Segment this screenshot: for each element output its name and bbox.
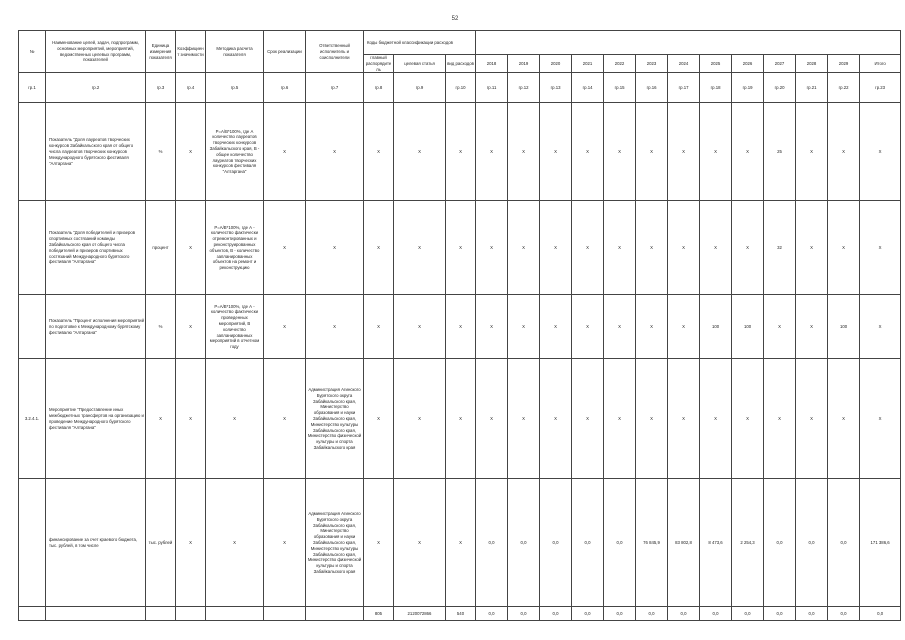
col-article-header: целевая статья bbox=[394, 55, 446, 73]
row-name: Показатель "Процент исполнения мероприятий по подготовке к Международному бурятскому фестивалю "Алтаргана" bbox=[46, 295, 146, 359]
row-year-value: Х bbox=[668, 103, 700, 201]
row-number bbox=[19, 103, 46, 201]
row-unit bbox=[146, 607, 176, 621]
column-number-cell: гр.2 bbox=[46, 73, 146, 103]
row-year-value: 0,0 bbox=[828, 607, 860, 621]
row-year-value: Х bbox=[540, 201, 572, 295]
table-row bbox=[19, 479, 901, 607]
row-coef bbox=[176, 607, 206, 621]
col-name-header: Наименование целей, задач, подпрограмм, основных мероприятий, мероприятий, ведомственных целевых программ, показателей bbox=[46, 31, 146, 73]
column-number-cell: гр.1 bbox=[19, 73, 46, 103]
row-unit: тыс. рублей bbox=[146, 479, 176, 607]
row-manager: Х bbox=[364, 295, 394, 359]
row-year-value: Х bbox=[668, 359, 700, 479]
row-year-value: Х bbox=[476, 103, 508, 201]
row-year-value: Х bbox=[636, 295, 668, 359]
row-year-value: Х bbox=[604, 103, 636, 201]
column-number-cell: гр.10 bbox=[446, 73, 476, 103]
col-number-header: № bbox=[19, 31, 46, 73]
row-coef: Х bbox=[176, 201, 206, 295]
header-row-1 bbox=[19, 31, 901, 55]
row-year-value: 0,0 bbox=[668, 607, 700, 621]
row-year-value: 0,0 bbox=[508, 607, 540, 621]
year-header: 2026 bbox=[732, 55, 764, 73]
row-manager: 805 bbox=[364, 607, 394, 621]
row-year-value: 0,0 bbox=[508, 479, 540, 607]
year-header: 2028 bbox=[796, 55, 828, 73]
column-number-cell: гр.5 bbox=[206, 73, 264, 103]
row-year-value: 76 845,9 bbox=[636, 479, 668, 607]
row-total: 0,0 bbox=[860, 607, 901, 621]
row-expense-type: Х bbox=[446, 479, 476, 607]
row-year-value: 0,0 bbox=[604, 479, 636, 607]
col-unit-header: Единица измерения показателя bbox=[146, 31, 176, 73]
row-name: Показатель "Доля победителей и призеров спортивных состязаний команды Забайкальского края от общего числа победителей и призеров спортивных состязаний Международного бурятского фестиваля "Алтаргана" bbox=[46, 201, 146, 295]
row-year-value: Х bbox=[476, 201, 508, 295]
row-total: Х bbox=[860, 295, 901, 359]
col-term-header: Срок реализации bbox=[264, 31, 306, 73]
row-term: Х bbox=[264, 201, 306, 295]
row-year-value: Х bbox=[572, 103, 604, 201]
column-number-cell: гр.18 bbox=[700, 73, 732, 103]
column-number-cell: гр.12 bbox=[508, 73, 540, 103]
row-year-value: Х bbox=[828, 201, 860, 295]
row-year-value: 0,0 bbox=[636, 607, 668, 621]
row-unit: Х bbox=[146, 359, 176, 479]
row-term: Х bbox=[264, 359, 306, 479]
column-number-cell: гр.17 bbox=[668, 73, 700, 103]
row-year-value: 0,0 bbox=[476, 479, 508, 607]
row-year-value: 8 473,6 bbox=[700, 479, 732, 607]
row-year-value: Х bbox=[572, 295, 604, 359]
row-name: Показатель "Доля лауреатов творческих конкурсов Забайкальского края от общего числа лауреатов творческих конкурсов Международного бурятского фестиваля "Алтаргана" bbox=[46, 103, 146, 201]
column-number-cell: гр.4 bbox=[176, 73, 206, 103]
row-number bbox=[19, 295, 46, 359]
row-year-value: Х bbox=[540, 103, 572, 201]
row-year-value: Х bbox=[796, 103, 828, 201]
year-header: 2027 bbox=[764, 55, 796, 73]
row-year-value: 0,0 bbox=[796, 607, 828, 621]
row-term: Х bbox=[264, 103, 306, 201]
row-year-value: 100 bbox=[828, 295, 860, 359]
column-number-cell: гр.22 bbox=[828, 73, 860, 103]
column-number-cell: гр.9 bbox=[394, 73, 446, 103]
row-year-value: Х bbox=[700, 103, 732, 201]
row-term: Х bbox=[264, 295, 306, 359]
row-coef: Х bbox=[176, 359, 206, 479]
row-responsible: Администрация Агинского Бурятского округа Забайкальского края, Министерство образования и науки Забайкальского края, Министерство культуры Забайкальского края, Министерство физической культуры и спорта Забайкальского края bbox=[306, 359, 364, 479]
row-number bbox=[19, 607, 46, 621]
row-total: Х bbox=[860, 103, 901, 201]
column-number-cell: гр.8 bbox=[364, 73, 394, 103]
row-responsible: Администрация Агинского Бурятского округа Забайкальского края, Министерство образования и науки Забайкальского края, Министерство культуры Забайкальского края, Министерство физической культуры и спорта Забайкальского края bbox=[306, 479, 364, 607]
row-coef: Х bbox=[176, 295, 206, 359]
row-year-value: Х bbox=[604, 359, 636, 479]
row-article: Х bbox=[394, 103, 446, 201]
row-total: Х bbox=[860, 359, 901, 479]
row-year-value: Х bbox=[604, 201, 636, 295]
row-year-value: Х bbox=[732, 103, 764, 201]
column-number-cell: гр.16 bbox=[636, 73, 668, 103]
row-year-value: Х bbox=[828, 103, 860, 201]
row-unit: % bbox=[146, 295, 176, 359]
row-article: Х bbox=[394, 295, 446, 359]
row-year-value: 0,0 bbox=[796, 479, 828, 607]
row-year-value: 83 802,8 bbox=[668, 479, 700, 607]
row-year-value: 25 bbox=[764, 103, 796, 201]
row-year-value: Х bbox=[508, 295, 540, 359]
row-article: Х bbox=[394, 201, 446, 295]
row-year-value: 0,0 bbox=[764, 607, 796, 621]
row-year-value: 0,0 bbox=[732, 607, 764, 621]
row-year-value: Х bbox=[668, 201, 700, 295]
row-term bbox=[264, 607, 306, 621]
column-number-row bbox=[19, 73, 901, 103]
row-year-value: Х bbox=[572, 201, 604, 295]
row-expense-type: Х bbox=[446, 201, 476, 295]
budget-table bbox=[18, 30, 901, 621]
row-year-value: 32 bbox=[764, 201, 796, 295]
row-name: финансирование за счет краевого бюджета, тыс. рублей, в том числе bbox=[46, 479, 146, 607]
col-manager-header: главный распорядитель bbox=[364, 55, 394, 73]
row-coef: Х bbox=[176, 103, 206, 201]
column-number-cell: гр.11 bbox=[476, 73, 508, 103]
row-year-value: 2 254,3 bbox=[732, 479, 764, 607]
row-year-value: Х bbox=[796, 295, 828, 359]
col-expense-type-header: вид расходов bbox=[446, 55, 476, 73]
page-number: 52 bbox=[451, 16, 459, 22]
row-year-value: Х bbox=[732, 359, 764, 479]
row-expense-type: 540 bbox=[446, 607, 476, 621]
row-responsible bbox=[306, 607, 364, 621]
table-row bbox=[19, 103, 901, 201]
year-header: 2023 bbox=[636, 55, 668, 73]
row-year-value: Х bbox=[540, 295, 572, 359]
row-year-value: 0,0 bbox=[476, 607, 508, 621]
column-number-cell: гр.3 bbox=[146, 73, 176, 103]
table-row bbox=[19, 359, 901, 479]
row-unit: процент bbox=[146, 201, 176, 295]
row-year-value: 0,0 bbox=[540, 607, 572, 621]
row-method: Р=А/В*100%, где А количество лауреатов творческих конкурсов Забайкальского края, В - общее количество лауреатов творческих конкурсов фестиваля "Алтаргана" bbox=[206, 103, 264, 201]
col-method-header: Методика расчета показателя bbox=[206, 31, 264, 73]
column-number-cell: гр.13 bbox=[540, 73, 572, 103]
row-method bbox=[206, 607, 264, 621]
row-year-value: Х bbox=[668, 295, 700, 359]
row-expense-type: Х bbox=[446, 295, 476, 359]
col-coef-header: Коэффициент значимости bbox=[176, 31, 206, 73]
row-year-value: Х bbox=[732, 201, 764, 295]
row-year-value: 100 bbox=[700, 295, 732, 359]
column-number-cell: гр.23 bbox=[860, 73, 901, 103]
row-year-value: Х bbox=[636, 359, 668, 479]
row-responsible: Х bbox=[306, 103, 364, 201]
column-number-cell: гр.15 bbox=[604, 73, 636, 103]
row-year-value: 0,0 bbox=[540, 479, 572, 607]
row-method: Р=А/В*100%, где А - количество фактически отремонтированных и реконструированных объектов, В - количество запланированных объектов на ремонт и реконструкцию bbox=[206, 201, 264, 295]
row-year-value: Х bbox=[764, 295, 796, 359]
row-method: Х bbox=[206, 479, 264, 607]
row-unit: % bbox=[146, 103, 176, 201]
row-manager: Х bbox=[364, 359, 394, 479]
row-total: Х bbox=[860, 201, 901, 295]
row-year-value: Х bbox=[636, 201, 668, 295]
row-term: Х bbox=[264, 479, 306, 607]
row-number bbox=[19, 479, 46, 607]
row-name: Мероприятие "Предоставление иных межбюджетных трансфертов на организацию и проведение Международного бурятского фестиваля "Алтаргана" bbox=[46, 359, 146, 479]
row-method: Х bbox=[206, 359, 264, 479]
row-year-value: 100 bbox=[732, 295, 764, 359]
row-article: 2120072866 bbox=[394, 607, 446, 621]
row-responsible: Х bbox=[306, 201, 364, 295]
table-row bbox=[19, 607, 901, 621]
column-number-cell: гр.6 bbox=[264, 73, 306, 103]
row-year-value: Х bbox=[572, 359, 604, 479]
row-year-value: Х bbox=[796, 359, 828, 479]
row-coef: Х bbox=[176, 479, 206, 607]
row-expense-type: Х bbox=[446, 103, 476, 201]
row-year-value: Х bbox=[508, 359, 540, 479]
row-year-value: 0,0 bbox=[572, 607, 604, 621]
year-header: 2024 bbox=[668, 55, 700, 73]
row-year-value: Х bbox=[476, 359, 508, 479]
row-article: Х bbox=[394, 479, 446, 607]
year-header: 2022 bbox=[604, 55, 636, 73]
row-year-value: Х bbox=[700, 359, 732, 479]
year-header: 2029 bbox=[828, 55, 860, 73]
row-manager: Х bbox=[364, 201, 394, 295]
column-number-cell: гр.20 bbox=[764, 73, 796, 103]
table-row bbox=[19, 201, 901, 295]
row-year-value: Х bbox=[476, 295, 508, 359]
row-number bbox=[19, 201, 46, 295]
row-year-value: Х bbox=[828, 359, 860, 479]
year-header: 2020 bbox=[540, 55, 572, 73]
row-name bbox=[46, 607, 146, 621]
row-number: 3.2.4.1. bbox=[19, 359, 46, 479]
row-year-value: 0,0 bbox=[764, 479, 796, 607]
row-manager: Х bbox=[364, 103, 394, 201]
row-year-value: Х bbox=[540, 359, 572, 479]
row-article: Х bbox=[394, 359, 446, 479]
table-row bbox=[19, 295, 901, 359]
column-number-cell: гр.19 bbox=[732, 73, 764, 103]
row-method: Р=А/В*100%, где А - количество фактически проведенных мероприятий, В количество запланированных мероприятий в отчетном году bbox=[206, 295, 264, 359]
year-header: 2025 bbox=[700, 55, 732, 73]
total-header: Итого bbox=[860, 55, 901, 73]
row-year-value: Х bbox=[508, 103, 540, 201]
row-total: 171 386,6 bbox=[860, 479, 901, 607]
row-year-value: 0,0 bbox=[828, 479, 860, 607]
column-number-cell: гр.14 bbox=[572, 73, 604, 103]
row-responsible: Х bbox=[306, 295, 364, 359]
row-expense-type: Х bbox=[446, 359, 476, 479]
column-number-cell: гр.21 bbox=[796, 73, 828, 103]
budget-codes-header: Коды бюджетной классификации расходов bbox=[364, 31, 476, 55]
budget-codes-header-blank bbox=[476, 31, 901, 55]
year-header: 2019 bbox=[508, 55, 540, 73]
year-header: 2018 bbox=[476, 55, 508, 73]
row-year-value: Х bbox=[764, 359, 796, 479]
column-number-cell: гр.7 bbox=[306, 73, 364, 103]
row-year-value: Х bbox=[700, 201, 732, 295]
row-year-value: Х bbox=[636, 103, 668, 201]
year-header: 2021 bbox=[572, 55, 604, 73]
row-year-value: Х bbox=[508, 201, 540, 295]
row-manager: Х bbox=[364, 479, 394, 607]
row-year-value: Х bbox=[604, 295, 636, 359]
col-responsible-header: Ответственный исполнитель и соисполнители bbox=[306, 31, 364, 73]
row-year-value: 0,0 bbox=[572, 479, 604, 607]
row-year-value: 0,0 bbox=[700, 607, 732, 621]
row-year-value: 0,0 bbox=[604, 607, 636, 621]
row-year-value: Х bbox=[796, 201, 828, 295]
